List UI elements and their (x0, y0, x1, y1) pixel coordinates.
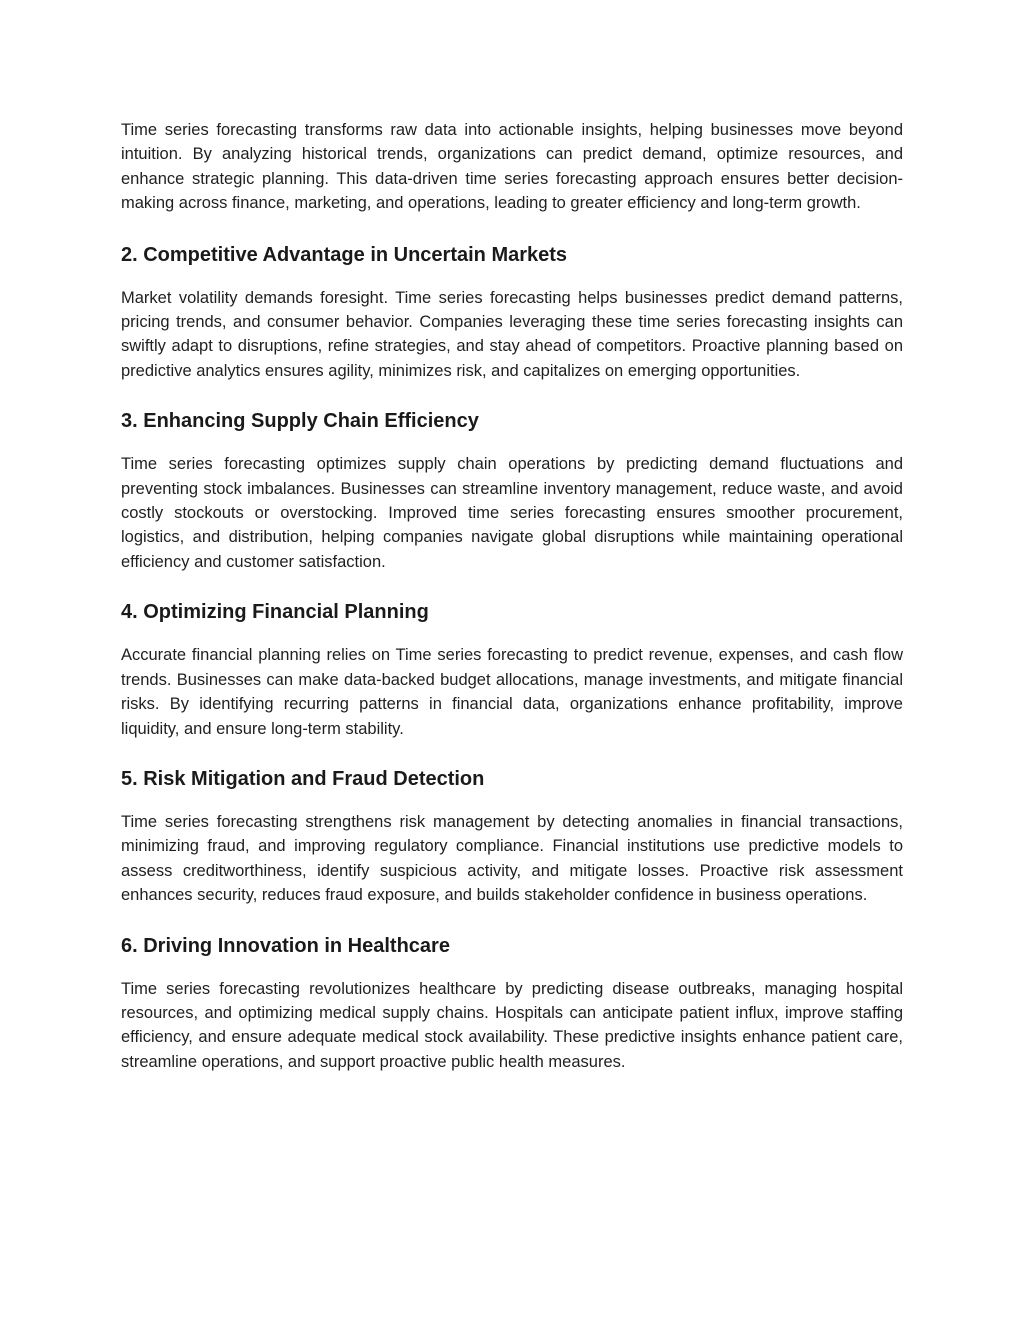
intro-block (121, 118, 903, 216)
section-heading: 5. Risk Mitigation and Fraud Detection (121, 767, 485, 790)
section-paragraph: Time series forecasting revolutionizes healthcare by predicting disease outbreaks, managing hospital resources, and optimizing medical supply chains. Hospitals can anticipate patient influx, improve staffing efficiency, and ensure adequate medical stock availability. These predictive insights enhance patient care, streamline operations, and support proactive public health measures. (121, 979, 903, 1071)
section-heading: 3. Enhancing Supply Chain Efficiency (121, 410, 479, 433)
section-paragraph: Accurate financial planning relies on Time series forecasting to predict revenue, expenses, and cash flow trends. Businesses can make data-backed budget allocations, manage investments, and mitigate financial risks. By identifying recurring patterns in financial data, organizations enhance profitability, improve liquidity, and ensure long-term stability. (121, 646, 903, 738)
section-heading: 6. Driving Innovation in Healthcare (121, 934, 450, 957)
section-paragraph: Market volatility demands foresight. Time series forecasting helps businesses predict demand patterns, pricing trends, and consumer behavior. Companies leveraging these time series forecasting insights can swiftly adapt to disruptions, refine strategies, and stay ahead of competitors. Proactive planning based on predictive analytics ensures agility, minimizes risk, and capitalizes on emerging opportunities. (121, 288, 903, 380)
section-risk-mitigation (121, 766, 903, 908)
section-healthcare (121, 933, 903, 1075)
section-financial-planning (121, 599, 903, 741)
section-heading: 2. Competitive Advantage in Uncertain Markets (121, 243, 568, 266)
section-supply-chain (121, 408, 903, 574)
section-heading: 4. Optimizing Financial Planning (121, 601, 429, 624)
section-paragraph: Time series forecasting strengthens risk management by detecting anomalies in financial transactions, minimizing fraud, and improving regulatory compliance. Financial institutions use predictive models to assess creditworthiness, identify suspicious activity, and mitigate losses. Proactive risk assessment enhances security, reduces fraud exposure, and builds stakeholder confidence in business operations. (121, 812, 903, 905)
section-paragraph: Time series forecasting optimizes supply chain operations by predicting demand fluctuations and preventing stock imbalances. Businesses can streamline inventory management, reduce waste, and avoid costly stockouts or overstocking. Improved time series forecasting ensures smoother procurement, logistics, and distribution, helping companies navigate global disruptions while maintaining operational efficiency and customer satisfaction. (121, 455, 903, 571)
section-competitive-advantage (121, 242, 903, 384)
document-page (121, 118, 903, 1099)
intro-paragraph: Time series forecasting transforms raw data into actionable insights, helping businesses move beyond intuition. By analyzing historical trends, organizations can predict demand, optimize resources, and enhance strategic planning. This data-driven time series forecasting approach ensures better decision-making across finance, marketing, and operations, leading to greater efficiency and long-term growth. (121, 121, 903, 213)
